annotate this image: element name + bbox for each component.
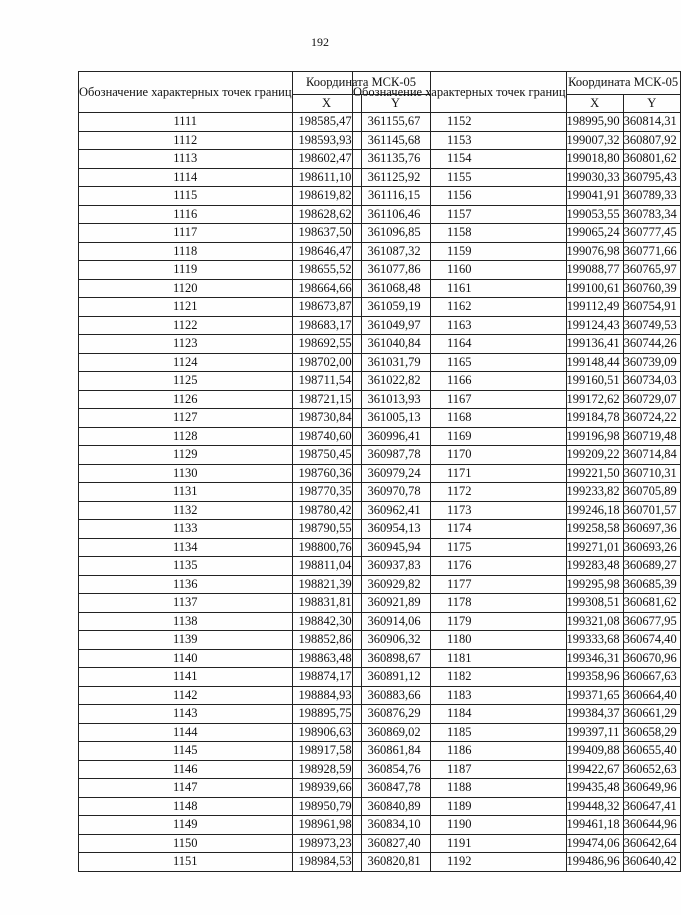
table-row (353, 316, 681, 335)
y-coordinate-cell: 360674,40 (623, 631, 680, 650)
x-coordinate-cell: 199018,80 (566, 150, 623, 169)
y-coordinate-cell: 361106,46 (361, 205, 430, 224)
table-row (353, 834, 681, 853)
point-id-cell: 1133 (79, 520, 293, 539)
point-id-cell: 1162 (353, 298, 567, 317)
point-id-cell: 1160 (353, 261, 567, 280)
table-row (353, 131, 681, 150)
y-coordinate-cell: 360693,26 (623, 538, 680, 557)
table-row (353, 686, 681, 705)
point-id-cell: 1131 (79, 483, 293, 502)
y-coordinate-cell: 360749,53 (623, 316, 680, 335)
point-id-cell: 1139 (79, 631, 293, 650)
point-id-cell: 1122 (79, 316, 293, 335)
point-id-cell: 1111 (79, 113, 293, 132)
y-coordinate-cell: 360801,62 (623, 150, 680, 169)
point-id-cell: 1154 (353, 150, 567, 169)
table-row (353, 649, 681, 668)
table-row (353, 483, 681, 502)
y-coordinate-cell: 360914,06 (361, 612, 430, 631)
y-coordinate-cell: 361005,13 (361, 409, 430, 428)
y-coordinate-cell: 360820,81 (361, 853, 430, 872)
table-row (353, 353, 681, 372)
y-coordinate-cell: 360979,24 (361, 464, 430, 483)
table-row (353, 464, 681, 483)
point-id-cell: 1143 (79, 705, 293, 724)
table-row (353, 372, 681, 391)
point-id-cell: 1148 (79, 797, 293, 816)
y-coordinate-cell: 361145,68 (361, 131, 430, 150)
y-coordinate-cell: 361049,97 (361, 316, 430, 335)
x-coordinate-cell: 198730,84 (292, 409, 361, 428)
y-coordinate-cell: 360921,89 (361, 594, 430, 613)
point-id-cell: 1140 (79, 649, 293, 668)
table-row (353, 390, 681, 409)
designation-header: Обозначение характерных точек границ (79, 72, 293, 113)
y-coordinate-cell: 360906,32 (361, 631, 430, 650)
y-coordinate-cell: 360807,92 (623, 131, 680, 150)
table-row (353, 760, 681, 779)
table-row (353, 594, 681, 613)
x-coordinate-cell: 199461,18 (566, 816, 623, 835)
x-coordinate-cell: 199100,61 (566, 279, 623, 298)
point-id-cell: 1173 (353, 501, 567, 520)
point-id-cell: 1147 (79, 779, 293, 798)
point-id-cell: 1156 (353, 187, 567, 206)
table-row (353, 705, 681, 724)
point-id-cell: 1157 (353, 205, 567, 224)
x-coordinate-cell: 199065,24 (566, 224, 623, 243)
table-row (353, 409, 681, 428)
x-coordinate-cell: 198995,90 (566, 113, 623, 132)
x-coordinate-cell: 199196,98 (566, 427, 623, 446)
x-coordinate-cell: 199148,44 (566, 353, 623, 372)
x-coordinate-cell: 198961,98 (292, 816, 361, 835)
point-id-cell: 1172 (353, 483, 567, 502)
y-coordinate-cell: 360962,41 (361, 501, 430, 520)
y-coordinate-cell: 360754,91 (623, 298, 680, 317)
table-row (353, 205, 681, 224)
y-coordinate-cell: 361022,82 (361, 372, 430, 391)
x-coordinate-cell: 199486,96 (566, 853, 623, 872)
table-row (353, 557, 681, 576)
x-coordinate-cell: 199209,22 (566, 446, 623, 465)
x-coordinate-cell: 198906,63 (292, 723, 361, 742)
y-coordinate-cell: 361087,32 (361, 242, 430, 261)
y-coordinate-cell: 360652,63 (623, 760, 680, 779)
point-id-cell: 1123 (79, 335, 293, 354)
y-coordinate-cell: 360898,67 (361, 649, 430, 668)
point-id-cell: 1187 (353, 760, 567, 779)
table-row (353, 779, 681, 798)
point-id-cell: 1163 (353, 316, 567, 335)
point-id-cell: 1190 (353, 816, 567, 835)
x-coordinate-cell: 198770,35 (292, 483, 361, 502)
y-coordinate-cell: 360847,78 (361, 779, 430, 798)
x-coordinate-cell: 198655,52 (292, 261, 361, 280)
table-row (353, 298, 681, 317)
y-coordinate-cell: 361059,19 (361, 298, 430, 317)
coordinates-table-right (352, 71, 681, 872)
x-coordinate-cell: 198950,79 (292, 797, 361, 816)
point-id-cell: 1119 (79, 261, 293, 280)
x-coordinate-cell: 198750,45 (292, 446, 361, 465)
x-column-header: X (292, 94, 361, 113)
y-coordinate-cell: 360771,66 (623, 242, 680, 261)
point-id-cell: 1174 (353, 520, 567, 539)
y-coordinate-cell: 361125,92 (361, 168, 430, 187)
point-id-cell: 1128 (79, 427, 293, 446)
point-id-cell: 1192 (353, 853, 567, 872)
point-id-cell: 1136 (79, 575, 293, 594)
x-coordinate-cell: 198917,58 (292, 742, 361, 761)
y-coordinate-cell: 360970,78 (361, 483, 430, 502)
y-coordinate-cell: 360677,95 (623, 612, 680, 631)
point-id-cell: 1116 (79, 205, 293, 224)
table-row (353, 797, 681, 816)
x-coordinate-cell: 198702,00 (292, 353, 361, 372)
point-id-cell: 1145 (79, 742, 293, 761)
point-id-cell: 1141 (79, 668, 293, 687)
point-id-cell: 1151 (79, 853, 293, 872)
point-id-cell: 1169 (353, 427, 567, 446)
point-id-cell: 1120 (79, 279, 293, 298)
table-row (353, 575, 681, 594)
point-id-cell: 1184 (353, 705, 567, 724)
y-coordinate-cell: 360795,43 (623, 168, 680, 187)
point-id-cell: 1126 (79, 390, 293, 409)
point-id-cell: 1127 (79, 409, 293, 428)
x-coordinate-cell: 198800,76 (292, 538, 361, 557)
x-coordinate-cell: 198884,93 (292, 686, 361, 705)
table-row (353, 742, 681, 761)
y-coordinate-cell: 360710,31 (623, 464, 680, 483)
point-id-cell: 1114 (79, 168, 293, 187)
table-row (353, 612, 681, 631)
x-coordinate-cell: 198683,17 (292, 316, 361, 335)
y-coordinate-cell: 360954,13 (361, 520, 430, 539)
point-id-cell: 1124 (79, 353, 293, 372)
y-coordinate-cell: 360644,96 (623, 816, 680, 835)
x-coordinate-cell: 198831,81 (292, 594, 361, 613)
y-coordinate-cell: 360789,33 (623, 187, 680, 206)
y-coordinate-cell: 360640,42 (623, 853, 680, 872)
x-coordinate-cell: 199258,58 (566, 520, 623, 539)
y-coordinate-cell: 361068,48 (361, 279, 430, 298)
y-coordinate-cell: 360945,94 (361, 538, 430, 557)
point-id-cell: 1158 (353, 224, 567, 243)
x-coordinate-cell: 199076,98 (566, 242, 623, 261)
coordinate-system-header: Координата МСК-05 (292, 72, 430, 95)
x-coordinate-cell: 199233,82 (566, 483, 623, 502)
table-row (353, 113, 681, 132)
x-coordinate-cell: 199384,37 (566, 705, 623, 724)
y-coordinate-cell: 361040,84 (361, 335, 430, 354)
x-coordinate-cell: 199346,31 (566, 649, 623, 668)
y-coordinate-cell: 361155,67 (361, 113, 430, 132)
y-coordinate-cell: 360729,07 (623, 390, 680, 409)
x-coordinate-cell: 198928,59 (292, 760, 361, 779)
table-row (353, 335, 681, 354)
x-coordinate-cell: 198611,10 (292, 168, 361, 187)
point-id-cell: 1167 (353, 390, 567, 409)
x-coordinate-cell: 199358,96 (566, 668, 623, 687)
point-id-cell: 1180 (353, 631, 567, 650)
y-coordinate-cell: 361116,15 (361, 187, 430, 206)
x-coordinate-cell: 198760,36 (292, 464, 361, 483)
table-row (353, 816, 681, 835)
table-row (353, 279, 681, 298)
y-coordinate-cell: 360987,78 (361, 446, 430, 465)
point-id-cell: 1142 (79, 686, 293, 705)
x-coordinate-cell: 198664,66 (292, 279, 361, 298)
point-id-cell: 1132 (79, 501, 293, 520)
x-coordinate-cell: 198740,60 (292, 427, 361, 446)
y-coordinate-cell: 360777,45 (623, 224, 680, 243)
x-coordinate-cell: 199124,43 (566, 316, 623, 335)
x-coordinate-cell: 199397,11 (566, 723, 623, 742)
y-coordinate-cell: 360658,29 (623, 723, 680, 742)
point-id-cell: 1183 (353, 686, 567, 705)
x-coordinate-cell: 199172,62 (566, 390, 623, 409)
x-coordinate-cell: 199184,78 (566, 409, 623, 428)
y-coordinate-cell: 360724,22 (623, 409, 680, 428)
x-coordinate-cell: 199053,55 (566, 205, 623, 224)
y-coordinate-cell: 360734,03 (623, 372, 680, 391)
y-coordinate-cell: 360664,40 (623, 686, 680, 705)
y-coordinate-cell: 360827,40 (361, 834, 430, 853)
x-coordinate-cell: 199448,32 (566, 797, 623, 816)
x-coordinate-cell: 198780,42 (292, 501, 361, 520)
y-coordinate-cell: 360642,64 (623, 834, 680, 853)
table-row (353, 187, 681, 206)
point-id-cell: 1149 (79, 816, 293, 835)
x-coordinate-cell: 198637,50 (292, 224, 361, 243)
point-id-cell: 1155 (353, 168, 567, 187)
x-coordinate-cell: 198973,23 (292, 834, 361, 853)
point-id-cell: 1178 (353, 594, 567, 613)
x-coordinate-cell: 199221,50 (566, 464, 623, 483)
point-id-cell: 1164 (353, 335, 567, 354)
x-coordinate-cell: 198842,30 (292, 612, 361, 631)
point-id-cell: 1113 (79, 150, 293, 169)
point-id-cell: 1137 (79, 594, 293, 613)
designation-header: Обозначение характерных точек границ (353, 72, 567, 113)
y-coordinate-cell: 360854,76 (361, 760, 430, 779)
y-coordinate-cell: 360655,40 (623, 742, 680, 761)
y-coordinate-cell: 360996,41 (361, 427, 430, 446)
x-coordinate-cell: 198628,62 (292, 205, 361, 224)
y-coordinate-cell: 360681,62 (623, 594, 680, 613)
x-coordinate-cell: 199041,91 (566, 187, 623, 206)
point-id-cell: 1189 (353, 797, 567, 816)
x-coordinate-cell: 199160,51 (566, 372, 623, 391)
y-coordinate-cell: 361096,85 (361, 224, 430, 243)
x-coordinate-cell: 199409,88 (566, 742, 623, 761)
table-row (353, 520, 681, 539)
point-id-cell: 1144 (79, 723, 293, 742)
point-id-cell: 1112 (79, 131, 293, 150)
x-coordinate-cell: 198602,47 (292, 150, 361, 169)
x-coordinate-cell: 199271,01 (566, 538, 623, 557)
y-coordinate-cell: 360834,10 (361, 816, 430, 835)
x-coordinate-cell: 199422,67 (566, 760, 623, 779)
point-id-cell: 1150 (79, 834, 293, 853)
x-column-header: X (566, 94, 623, 113)
point-id-cell: 1165 (353, 353, 567, 372)
point-id-cell: 1166 (353, 372, 567, 391)
y-coordinate-cell: 360760,39 (623, 279, 680, 298)
point-id-cell: 1177 (353, 575, 567, 594)
x-coordinate-cell: 199371,65 (566, 686, 623, 705)
x-coordinate-cell: 199333,68 (566, 631, 623, 650)
table-row (353, 538, 681, 557)
point-id-cell: 1176 (353, 557, 567, 576)
point-id-cell: 1181 (353, 649, 567, 668)
point-id-cell: 1159 (353, 242, 567, 261)
y-coordinate-cell: 360876,29 (361, 705, 430, 724)
table-row (353, 723, 681, 742)
x-coordinate-cell: 198673,87 (292, 298, 361, 317)
x-coordinate-cell: 198593,93 (292, 131, 361, 150)
point-id-cell: 1168 (353, 409, 567, 428)
point-id-cell: 1170 (353, 446, 567, 465)
point-id-cell: 1179 (353, 612, 567, 631)
point-id-cell: 1175 (353, 538, 567, 557)
y-coordinate-cell: 360649,96 (623, 779, 680, 798)
y-column-header: Y (623, 94, 680, 113)
x-coordinate-cell: 198692,55 (292, 335, 361, 354)
point-id-cell: 1117 (79, 224, 293, 243)
y-coordinate-cell: 360744,26 (623, 335, 680, 354)
point-id-cell: 1185 (353, 723, 567, 742)
x-coordinate-cell: 199321,08 (566, 612, 623, 631)
point-id-cell: 1152 (353, 113, 567, 132)
x-coordinate-cell: 198895,75 (292, 705, 361, 724)
x-coordinate-cell: 198863,48 (292, 649, 361, 668)
point-id-cell: 1188 (353, 779, 567, 798)
x-coordinate-cell: 198721,15 (292, 390, 361, 409)
x-coordinate-cell: 199088,77 (566, 261, 623, 280)
point-id-cell: 1115 (79, 187, 293, 206)
point-id-cell: 1191 (353, 834, 567, 853)
y-coordinate-cell: 360861,84 (361, 742, 430, 761)
x-coordinate-cell: 198852,86 (292, 631, 361, 650)
x-coordinate-cell: 199136,41 (566, 335, 623, 354)
point-id-cell: 1125 (79, 372, 293, 391)
y-coordinate-cell: 360719,48 (623, 427, 680, 446)
x-coordinate-cell: 199007,32 (566, 131, 623, 150)
y-coordinate-cell: 360670,96 (623, 649, 680, 668)
table-row (353, 261, 681, 280)
x-coordinate-cell: 198984,53 (292, 853, 361, 872)
point-id-cell: 1146 (79, 760, 293, 779)
y-coordinate-cell: 360840,89 (361, 797, 430, 816)
y-coordinate-cell: 360739,09 (623, 353, 680, 372)
table-row (353, 168, 681, 187)
x-coordinate-cell: 198711,54 (292, 372, 361, 391)
y-coordinate-cell: 361031,79 (361, 353, 430, 372)
y-coordinate-cell: 360765,97 (623, 261, 680, 280)
y-coordinate-cell: 361013,93 (361, 390, 430, 409)
x-coordinate-cell: 199435,48 (566, 779, 623, 798)
x-coordinate-cell: 199030,33 (566, 168, 623, 187)
y-coordinate-cell: 360783,34 (623, 205, 680, 224)
table-row (353, 853, 681, 872)
coordinate-system-header: Координата МСК-05 (566, 72, 680, 95)
y-coordinate-cell: 360689,27 (623, 557, 680, 576)
x-coordinate-cell: 198821,39 (292, 575, 361, 594)
x-coordinate-cell: 199295,98 (566, 575, 623, 594)
y-coordinate-cell: 360697,36 (623, 520, 680, 539)
y-coordinate-cell: 360661,29 (623, 705, 680, 724)
right-table-body (353, 113, 681, 872)
y-coordinate-cell: 360714,84 (623, 446, 680, 465)
point-id-cell: 1129 (79, 446, 293, 465)
table-row (353, 427, 681, 446)
table-row (353, 224, 681, 243)
x-coordinate-cell: 199246,18 (566, 501, 623, 520)
table-row (353, 242, 681, 261)
y-column-header: Y (361, 94, 430, 113)
point-id-cell: 1186 (353, 742, 567, 761)
x-coordinate-cell: 199308,51 (566, 594, 623, 613)
x-coordinate-cell: 198811,04 (292, 557, 361, 576)
page-number: 192 (311, 35, 329, 49)
point-id-cell: 1121 (79, 298, 293, 317)
y-coordinate-cell: 360705,89 (623, 483, 680, 502)
y-coordinate-cell: 360929,82 (361, 575, 430, 594)
y-coordinate-cell: 361135,76 (361, 150, 430, 169)
table-row (353, 501, 681, 520)
point-id-cell: 1138 (79, 612, 293, 631)
y-coordinate-cell: 360814,31 (623, 113, 680, 132)
y-coordinate-cell: 360937,83 (361, 557, 430, 576)
x-coordinate-cell: 199283,48 (566, 557, 623, 576)
table-row (353, 150, 681, 169)
y-coordinate-cell: 360869,02 (361, 723, 430, 742)
x-coordinate-cell: 198619,82 (292, 187, 361, 206)
point-id-cell: 1118 (79, 242, 293, 261)
table-row (353, 631, 681, 650)
point-id-cell: 1182 (353, 668, 567, 687)
x-coordinate-cell: 198790,55 (292, 520, 361, 539)
table-row (353, 668, 681, 687)
x-coordinate-cell: 199112,49 (566, 298, 623, 317)
y-coordinate-cell: 360685,39 (623, 575, 680, 594)
y-coordinate-cell: 360891,12 (361, 668, 430, 687)
point-id-cell: 1161 (353, 279, 567, 298)
x-coordinate-cell: 199474,06 (566, 834, 623, 853)
x-coordinate-cell: 198939,66 (292, 779, 361, 798)
y-coordinate-cell: 360883,66 (361, 686, 430, 705)
y-coordinate-cell: 360647,41 (623, 797, 680, 816)
y-coordinate-cell: 361077,86 (361, 261, 430, 280)
point-id-cell: 1171 (353, 464, 567, 483)
y-coordinate-cell: 360701,57 (623, 501, 680, 520)
point-id-cell: 1130 (79, 464, 293, 483)
y-coordinate-cell: 360667,63 (623, 668, 680, 687)
point-id-cell: 1135 (79, 557, 293, 576)
point-id-cell: 1153 (353, 131, 567, 150)
table-row (353, 446, 681, 465)
point-id-cell: 1134 (79, 538, 293, 557)
x-coordinate-cell: 198646,47 (292, 242, 361, 261)
x-coordinate-cell: 198585,47 (292, 113, 361, 132)
x-coordinate-cell: 198874,17 (292, 668, 361, 687)
